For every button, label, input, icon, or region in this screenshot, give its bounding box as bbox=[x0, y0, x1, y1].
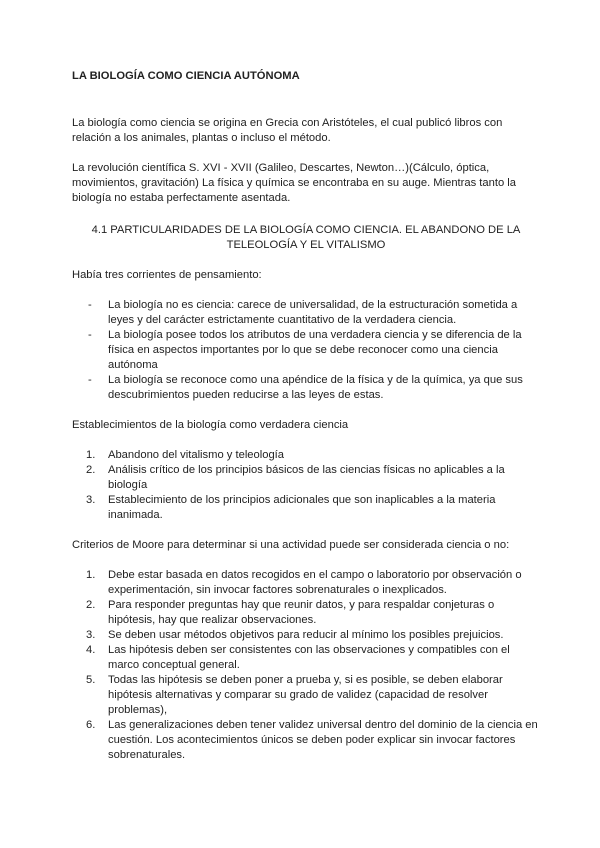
list-item bbox=[72, 493, 540, 523]
list-item-text: Análisis crítico de los principios básicos de las ciencias físicas no aplicables a la biología bbox=[108, 464, 505, 491]
list-item-text: Las generalizaciones deben tener validez universal dentro del dominio de la ciencia en cuestión. Los acontecimientos únicos se deben poder explicar sin invocar factores sobrenaturales. bbox=[108, 719, 538, 761]
dash-marker: - bbox=[88, 374, 92, 386]
list-item bbox=[72, 298, 540, 328]
list-item-text: Todas las hipótesis se deben poner a prueba y, si es posible, se deben elaborar hipótesis alternativas y comparar su grado de validez (capacidad de resolver problemas), bbox=[108, 674, 503, 716]
list-item-text: Establecimiento de los principios adicionales que son inaplicables a la materia inanimada. bbox=[108, 494, 496, 521]
list-item bbox=[72, 373, 540, 403]
moore-intro: Criterios de Moore para determinar si una actividad puede ser considerada ciencia o no: bbox=[72, 539, 510, 551]
establishment-list bbox=[72, 448, 540, 523]
list-item bbox=[72, 673, 540, 718]
list-item-text: Para responder preguntas hay que reunir datos, y para respaldar conjeturas o hipótesis, hay que realizar observaciones. bbox=[108, 599, 495, 626]
list-item-text: Abandono del vitalismo y teleología bbox=[108, 449, 285, 461]
list-item bbox=[72, 463, 540, 493]
list-number: 6. bbox=[86, 719, 96, 731]
list-item-text: Se deben usar métodos objetivos para reducir al mínimo los posibles prejuicios. bbox=[108, 629, 504, 641]
list-item bbox=[72, 718, 540, 763]
list-number: 4. bbox=[86, 644, 96, 656]
dash-marker: - bbox=[88, 329, 92, 341]
list-number: 3. bbox=[86, 494, 96, 506]
list-item bbox=[72, 643, 540, 673]
establishment-intro: Establecimientos de la biología como verdadera ciencia bbox=[72, 419, 349, 431]
list-item bbox=[72, 598, 540, 628]
document-title: LA BIOLOGÍA COMO CIENCIA AUTÓNOMA bbox=[72, 70, 300, 82]
list-item bbox=[72, 448, 540, 463]
moore-criteria-list bbox=[72, 568, 540, 763]
dash-marker: - bbox=[88, 299, 92, 311]
list-number: 1. bbox=[86, 449, 96, 461]
list-item bbox=[72, 328, 540, 373]
list-item bbox=[72, 568, 540, 598]
list-number: 3. bbox=[86, 629, 96, 641]
list-item-text: Debe estar basada en datos recogidos en el campo o laboratorio por observación o experimentación, sin invocar factores sobrenaturales o inexplicados. bbox=[108, 569, 522, 596]
list-item bbox=[72, 628, 540, 643]
list-number: 2. bbox=[86, 599, 96, 611]
list-item-text: Las hipótesis deben ser consistentes con las observaciones y compatibles con el marco conceptual general. bbox=[108, 644, 510, 671]
list-item-text: La biología no es ciencia: carece de universalidad, de la estructuración sometida a leyes y del carácter estrictamente cuantitativo de la verdadera ciencia. bbox=[108, 299, 518, 326]
list-number: 1. bbox=[86, 569, 96, 581]
currents-intro: Había tres corrientes de pensamiento: bbox=[72, 269, 262, 281]
intro-paragraph-1: La biología como ciencia se origina en Grecia con Aristóteles, el cual publicó libros con relación a los animales, plantas o incluso el método. bbox=[72, 117, 503, 144]
intro-paragraph-2: La revolución científica S. XVI - XVII (Galileo, Descartes, Newton…)(Cálculo, óptica, movimientos, gravitación) La física y química se encontraba en su auge. Mientras tanto la biología no estaba perfectamente asentada. bbox=[72, 162, 516, 204]
list-number: 5. bbox=[86, 674, 96, 686]
list-item-text: La biología posee todos los atributos de una verdadera ciencia y se diferencia de la física en aspectos importantes por lo que se debe reconocer como una ciencia autónoma bbox=[108, 329, 522, 371]
currents-list bbox=[72, 298, 540, 403]
list-number: 2. bbox=[86, 464, 96, 476]
section-heading: 4.1 PARTICULARIDADES DE LA BIOLOGÍA COMO CIENCIA. EL ABANDONO DE LA TELEOLOGÍA Y EL VITALISMO bbox=[91, 224, 521, 251]
list-item-text: La biología se reconoce como una apéndice de la física y de la química, ya que sus descubrimientos pueden reducirse a las leyes de estas. bbox=[108, 374, 523, 401]
